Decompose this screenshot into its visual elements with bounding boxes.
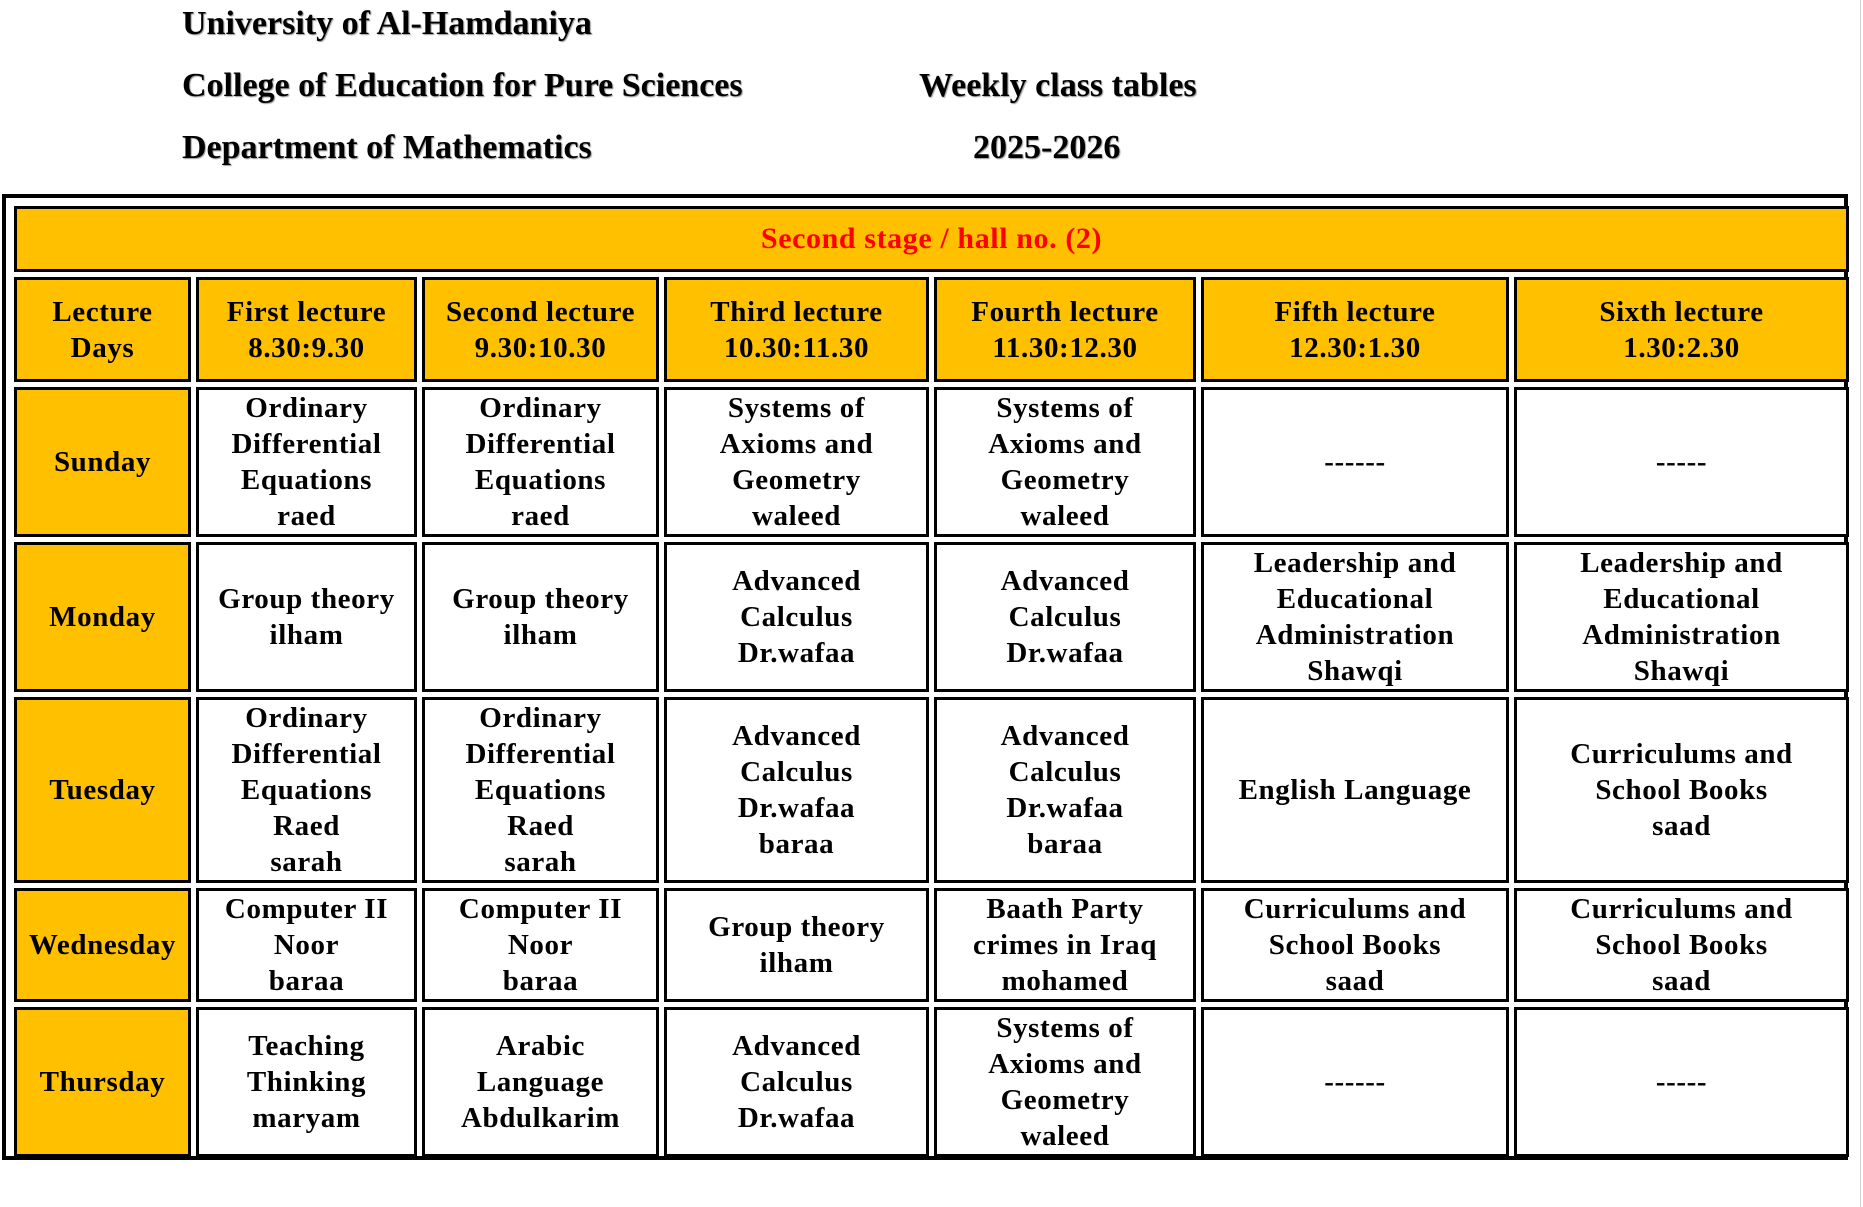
lecture-text: Group theory ilham — [218, 583, 395, 651]
table-row — [14, 387, 1849, 537]
lecture-text: Systems of Axioms and Geometry waleed — [988, 392, 1142, 532]
lecture-cell — [1514, 697, 1849, 883]
lecture-cell — [196, 1007, 417, 1157]
column-header-label: Fifth lecture 12.30:1.30 — [1274, 295, 1436, 364]
page-edge-rule — [1860, 0, 1861, 1207]
college-name: College of Education for Pure Sciences — [182, 67, 743, 104]
column-header — [664, 277, 929, 382]
table-row — [14, 888, 1849, 1002]
lecture-text: ------ — [1324, 1066, 1386, 1098]
lecture-cell — [664, 1007, 929, 1157]
lecture-cell — [422, 888, 659, 1002]
stage-title-row — [14, 206, 1849, 272]
lecture-cell — [1514, 387, 1849, 537]
lecture-text: Ordinary Differential Equations Raed sarah — [465, 702, 616, 878]
lecture-cell — [1201, 888, 1509, 1002]
lecture-cell — [196, 387, 417, 537]
lecture-text: Advanced Calculus Dr.wafaa baraa — [1000, 720, 1130, 860]
lecture-cell — [934, 697, 1196, 883]
lecture-cell — [664, 387, 929, 537]
table-row — [14, 542, 1849, 692]
lecture-header-row — [14, 277, 1849, 382]
lecture-text: Systems of Axioms and Geometry waleed — [988, 1012, 1142, 1152]
lecture-text: English Language — [1238, 774, 1472, 806]
day-cell: Tuesday — [14, 697, 191, 883]
table-row — [14, 697, 1849, 883]
lecture-cell — [1201, 1007, 1509, 1157]
lecture-cell — [1514, 888, 1849, 1002]
lecture-text: ------ — [1324, 446, 1386, 478]
lecture-text: Curriculums and School Books saad — [1243, 893, 1467, 997]
lecture-cell — [1201, 542, 1509, 692]
column-header-label: First lecture 8.30:9.30 — [226, 295, 387, 364]
stage-title: Second stage / hall no. (2) — [14, 206, 1849, 272]
column-header-label: Fourth lecture 11.30:12.30 — [971, 295, 1159, 364]
lecture-text: Group theory ilham — [708, 911, 885, 979]
lecture-text: Arabic Language Abdulkarim — [460, 1030, 621, 1134]
corner-header — [14, 277, 191, 382]
lecture-text: Curriculums and School Books saad — [1570, 893, 1793, 997]
lecture-text: ----- — [1655, 446, 1708, 478]
lecture-cell — [934, 1007, 1196, 1157]
column-header-label: Second lecture 9.30:10.30 — [445, 295, 636, 364]
lecture-text: Advanced Calculus Dr.wafaa — [1000, 565, 1130, 669]
lecture-text: Advanced Calculus Dr.wafaa baraa — [732, 720, 861, 860]
lecture-text: Curriculums and School Books saad — [1570, 738, 1793, 842]
weekly-timetable — [2, 194, 1848, 1160]
lecture-cell — [422, 542, 659, 692]
lecture-cell — [196, 888, 417, 1002]
table-row — [14, 1007, 1849, 1157]
lecture-text: Leadership and Educational Administration Shawqi — [1253, 547, 1457, 687]
lecture-cell — [934, 387, 1196, 537]
lecture-cell — [1201, 387, 1509, 537]
lecture-cell — [934, 888, 1196, 1002]
lecture-cell — [196, 697, 417, 883]
lecture-text: Leadership and Educational Administration Shawqi — [1580, 547, 1783, 687]
lecture-cell — [1514, 542, 1849, 692]
document-title: Weekly class tables — [919, 67, 1197, 104]
day-cell: Sunday — [14, 387, 191, 537]
lecture-cell — [422, 1007, 659, 1157]
day-cell: Thursday — [14, 1007, 191, 1157]
column-header — [422, 277, 659, 382]
timetable-grid — [9, 201, 1854, 1162]
lecture-cell — [422, 697, 659, 883]
column-header — [934, 277, 1196, 382]
department-name: Department of Mathematics — [182, 129, 592, 166]
day-cell: Monday — [14, 542, 191, 692]
lecture-text: Teaching Thinking maryam — [246, 1030, 367, 1134]
column-header — [1514, 277, 1849, 382]
academic-year: 2025-2026 — [973, 129, 1121, 166]
lecture-text: Ordinary Differential Equations raed — [231, 392, 382, 532]
lecture-text: Advanced Calculus Dr.wafaa — [732, 1030, 861, 1134]
lecture-text: Ordinary Differential Equations Raed sarah — [231, 702, 382, 878]
lecture-text: Computer II Noor baraa — [224, 893, 389, 997]
lecture-text: Systems of Axioms and Geometry waleed — [719, 392, 874, 532]
lecture-cell — [664, 697, 929, 883]
lecture-text: ----- — [1655, 1066, 1708, 1098]
column-header-label: Sixth lecture 1.30:2.30 — [1599, 295, 1764, 364]
corner-label: Lecture Days — [52, 295, 153, 364]
university-name: University of Al-Hamdaniya — [182, 5, 592, 42]
day-cell: Wednesday — [14, 888, 191, 1002]
lecture-cell — [1514, 1007, 1849, 1157]
lecture-cell — [196, 542, 417, 692]
lecture-text: Baath Party crimes in Iraq mohamed — [973, 893, 1157, 997]
lecture-text: Advanced Calculus Dr.wafaa — [732, 565, 861, 669]
lecture-cell — [664, 888, 929, 1002]
lecture-cell — [422, 387, 659, 537]
lecture-cell — [664, 542, 929, 692]
lecture-cell — [1201, 697, 1509, 883]
column-header — [1201, 277, 1509, 382]
lecture-cell — [934, 542, 1196, 692]
lecture-text: Computer II Noor baraa — [458, 893, 623, 997]
column-header-label: Third lecture 10.30:11.30 — [710, 295, 883, 364]
column-header — [196, 277, 417, 382]
lecture-text: Group theory ilham — [452, 583, 629, 651]
lecture-text: Ordinary Differential Equations raed — [465, 392, 616, 532]
